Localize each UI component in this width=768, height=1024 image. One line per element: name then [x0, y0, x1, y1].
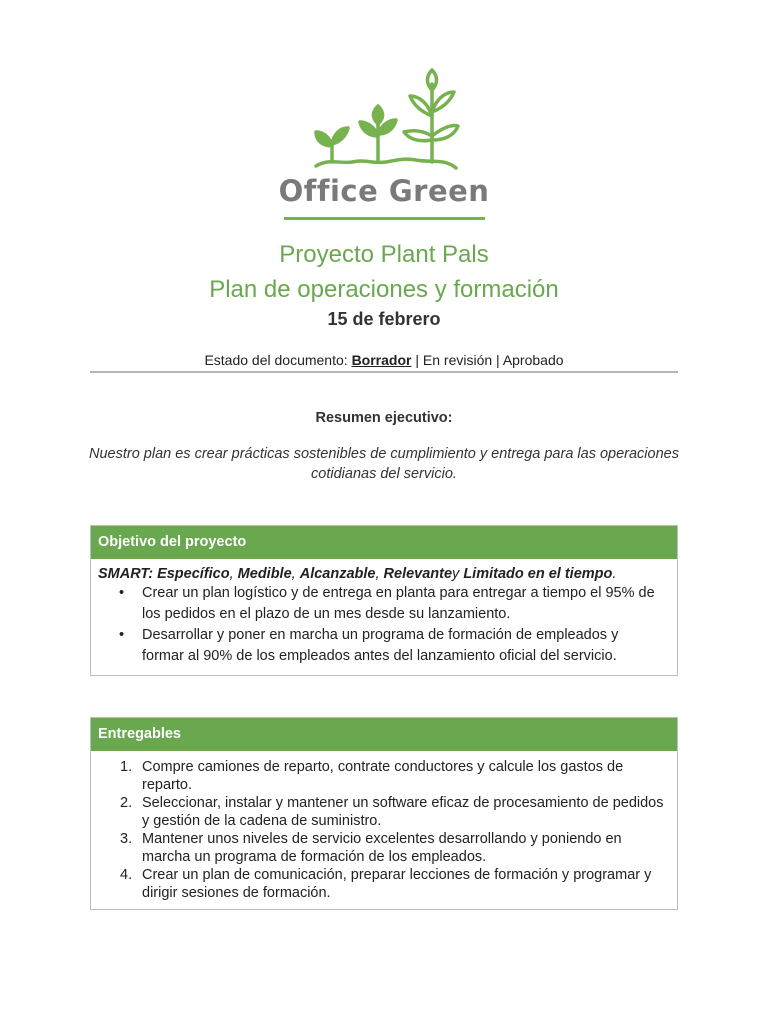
smart-term: Limitado en el tiempo — [463, 566, 613, 582]
status-separator: | — [411, 352, 423, 368]
summary-text: Nuestro plan es crear prácticas sostenibles de cumplimiento y entrega para las operaciones cotidianas del servicio. — [89, 446, 679, 482]
status-option-draft[interactable]: Borrador — [351, 352, 412, 368]
smart-term: Relevante — [383, 566, 453, 582]
list-item: • Crear un plan logístico y de entrega en planta para entregar a tiempo el 95% de los pedidos en el plazo de un mes desde su lanzamiento. — [142, 583, 677, 625]
list-item-text: Mantener unos niveles de servicio excelentes desarrollando y poniendo en marcha un programa de formación de los empleados. — [142, 831, 622, 865]
objective-heading: Objetivo del proyecto — [91, 526, 677, 559]
list-number: 3. — [120, 831, 133, 847]
list-number: 1. — [120, 759, 133, 775]
project-title: Proyecto Plant Pals — [279, 241, 489, 268]
smart-term: Medible — [237, 566, 292, 582]
logo-wordmark: Office Green — [278, 174, 490, 208]
smart-connector: , — [375, 566, 384, 582]
list-item — [120, 866, 677, 902]
deliverables-heading: Entregables — [91, 718, 677, 751]
status-option-review[interactable]: En revisión — [422, 352, 493, 368]
office-green-logo — [0, 0, 768, 230]
list-item-text: Seleccionar, instalar y mantener un software eficaz de procesamiento de pedidos y gestión de la cadena de suministro. — [142, 795, 664, 829]
status-option-approved[interactable]: Aprobado — [502, 352, 564, 368]
deliverables-list — [91, 751, 677, 902]
list-number: 2. — [120, 795, 133, 811]
list-item: • Desarrollar y poner en marcha un programa de formación de empleados y formar al 90% de los empleados antes del lanzamiento oficial del servicio. — [142, 625, 677, 667]
list-item-text: Crear un plan de comunicación, preparar lecciones de formación y programar y dirigir sesiones de formación. — [142, 867, 652, 901]
objective-list — [91, 583, 677, 667]
status-divider — [90, 371, 678, 373]
smart-term: SMART: Específico — [98, 566, 230, 582]
plan-title: Plan de operaciones y formación — [209, 276, 559, 303]
smart-text — [98, 566, 616, 582]
status-label: Estado del documento: — [204, 352, 352, 368]
logo-underline — [284, 217, 485, 220]
objective-section — [90, 525, 678, 676]
smart-connector: , — [229, 566, 238, 582]
list-item-text: Compre camiones de reparto, contrate conductores y calcule los gastos de reparto. — [142, 759, 624, 793]
smart-line — [91, 559, 677, 583]
status-separator: | — [492, 352, 503, 368]
smart-term: Alcanzable — [299, 566, 376, 582]
document-status — [0, 352, 768, 368]
smart-connector: y — [452, 566, 464, 582]
list-item — [120, 830, 677, 866]
list-item — [120, 758, 677, 794]
list-number: 4. — [120, 867, 133, 883]
summary-title: Resumen ejecutivo: — [315, 410, 453, 426]
smart-connector: . — [612, 566, 617, 582]
deliverables-section — [90, 717, 678, 910]
list-item — [120, 794, 677, 830]
smart-connector: , — [291, 566, 300, 582]
document-date: 15 de febrero — [327, 309, 441, 329]
